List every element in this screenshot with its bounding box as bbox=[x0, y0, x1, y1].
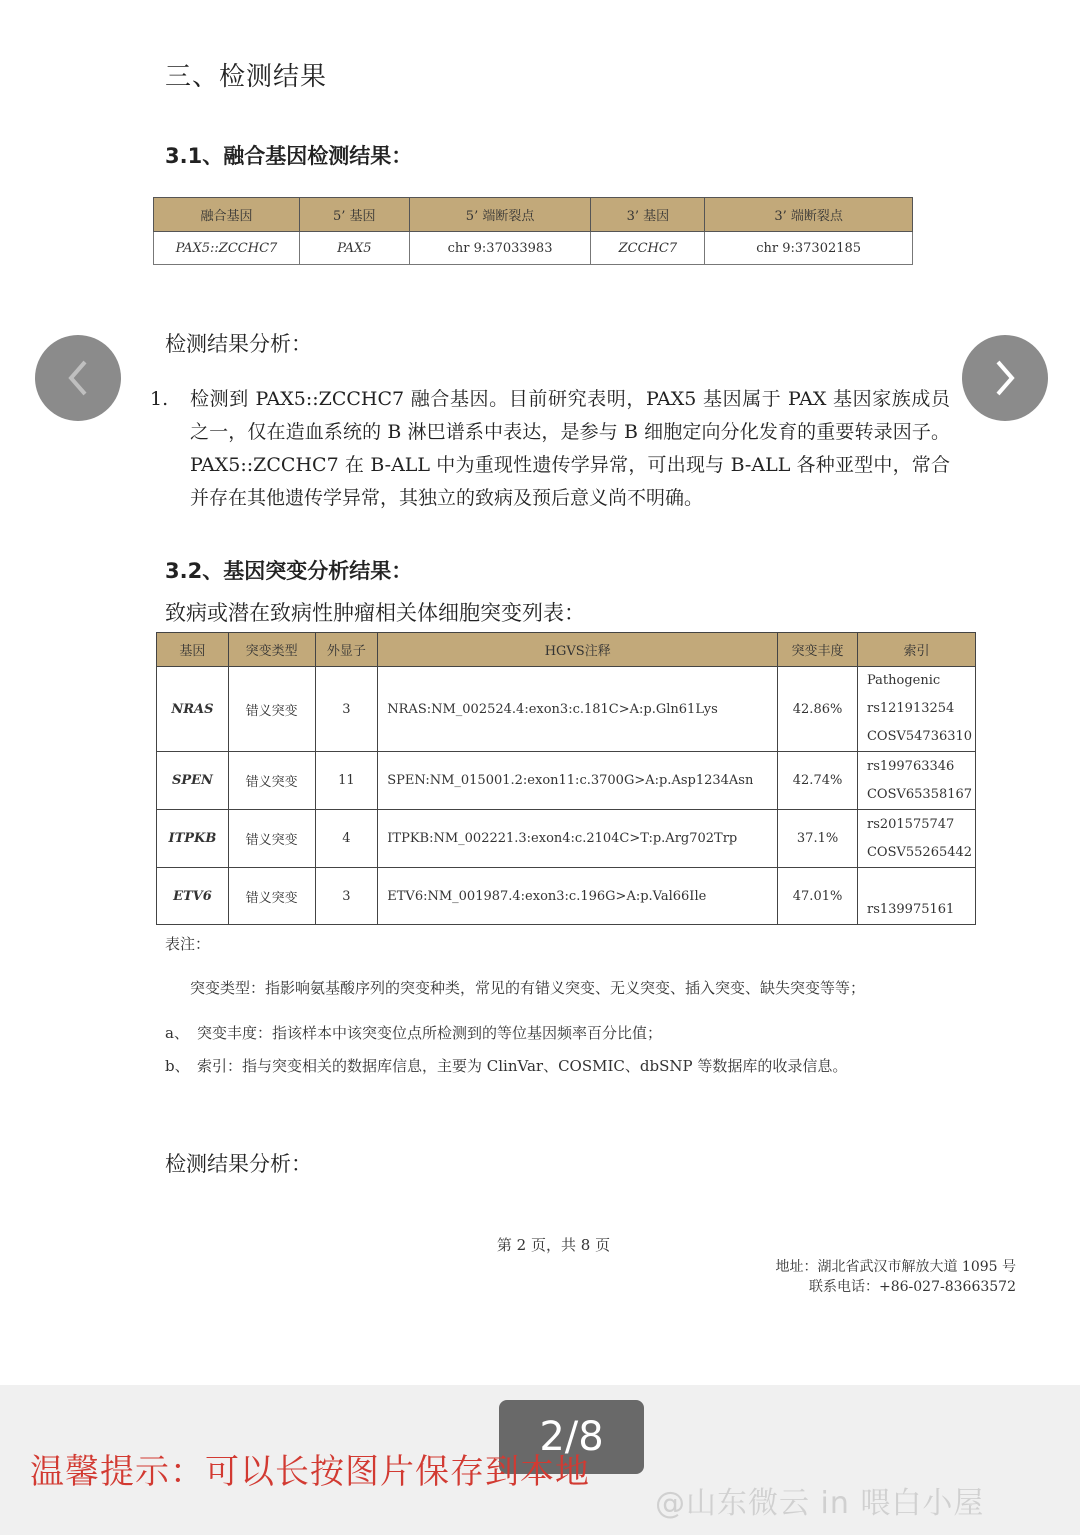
freq-cell: 37.1% bbox=[778, 810, 858, 868]
index-line: rs139975161 bbox=[866, 902, 955, 917]
type-cell: 错义突变 bbox=[228, 868, 315, 925]
hgvs-cell: ETV6:NM_001987.4:exon3:c.196G>A:p.Val66Ile bbox=[378, 868, 778, 925]
mutation-header-row bbox=[157, 633, 976, 667]
mutation-header: 突变丰度 bbox=[778, 633, 858, 667]
hgvs-cell: SPEN:NM_015001.2:exon11:c.3700G>A:p.Asp1234Asn bbox=[378, 752, 778, 810]
index-cell bbox=[857, 810, 975, 868]
analysis-heading: 检测结果分析： bbox=[165, 332, 312, 356]
table-row bbox=[157, 810, 976, 868]
fusion-header-row bbox=[154, 198, 913, 232]
type-cell: 错义突变 bbox=[228, 810, 315, 868]
mutation-header: 外显子 bbox=[315, 633, 378, 667]
index-line: COSV55265442 bbox=[866, 844, 973, 860]
exon-cell: 3 bbox=[315, 868, 378, 925]
hgvs-cell: NRAS:NM_002524.4:exon3:c.181C>A:p.Gln61Lys bbox=[378, 667, 778, 752]
fusion-header: 5’ 端断裂点 bbox=[409, 198, 591, 232]
five-prime-breakpoint-cell: chr 9:37033983 bbox=[409, 232, 591, 265]
fusion-table bbox=[153, 197, 913, 265]
five-prime-gene-cell: PAX5 bbox=[299, 232, 409, 265]
table-row bbox=[157, 752, 976, 810]
type-cell: 错义突变 bbox=[228, 667, 315, 752]
mutation-header: 突变类型 bbox=[228, 633, 315, 667]
exon-cell: 11 bbox=[315, 752, 378, 810]
gene-cell: ITPKB bbox=[157, 810, 229, 868]
note-marker: a、 bbox=[165, 1024, 189, 1042]
index-line: rs121913254 bbox=[866, 701, 955, 716]
exon-cell: 4 bbox=[315, 810, 378, 868]
table-row bbox=[157, 868, 976, 925]
mutation-heading: 3.2、基因突变分析结果： bbox=[165, 559, 413, 583]
fusion-header: 3’ 基因 bbox=[591, 198, 705, 232]
mutation-subheading: 致病或潜在致病性肿瘤相关体细胞突变列表： bbox=[165, 601, 585, 625]
freq-cell: 42.86% bbox=[778, 667, 858, 752]
previous-button[interactable] bbox=[35, 335, 121, 421]
note-line: 索引：指与突变相关的数据库信息，主要为 ClinVar、COSMIC、dbSNP 等数据库的收录信息。 bbox=[197, 1057, 848, 1075]
index-cell bbox=[857, 868, 975, 925]
page-counter: 2/8 bbox=[499, 1400, 644, 1474]
gene-cell: ETV6 bbox=[157, 868, 229, 925]
fusion-gene-cell: PAX5::ZCCHC7 bbox=[154, 232, 300, 265]
fusion-header: 融合基因 bbox=[154, 198, 300, 232]
next-button[interactable] bbox=[962, 335, 1048, 421]
gene-cell: NRAS bbox=[157, 667, 229, 752]
list-number: 1. bbox=[150, 388, 169, 410]
three-prime-gene-cell: ZCCHC7 bbox=[591, 232, 705, 265]
mutation-table bbox=[156, 632, 976, 925]
watermark: @山东微云 in 喂白小屋 bbox=[655, 1486, 985, 1521]
index-cell bbox=[857, 667, 975, 752]
section-title: 三、检测结果 bbox=[165, 62, 328, 92]
index-line: COSV54736310 bbox=[866, 729, 973, 744]
mutation-header: 索引 bbox=[857, 633, 975, 667]
index-line: COSV65358167 bbox=[866, 786, 973, 802]
notes-label: 表注： bbox=[165, 935, 211, 953]
address: 地址：湖北省武汉市解放大道 1095 号 bbox=[775, 1259, 1016, 1275]
table-row bbox=[154, 232, 913, 265]
chevron-left-icon bbox=[63, 358, 93, 398]
mutation-header: 基因 bbox=[157, 633, 229, 667]
save-tip: 温馨提示：可以长按图片保存到本地 bbox=[30, 1452, 590, 1492]
index-line: rs201575747 bbox=[866, 816, 955, 832]
chevron-right-icon bbox=[990, 358, 1020, 398]
note-marker: b、 bbox=[165, 1057, 190, 1075]
fusion-header: 3’ 端断裂点 bbox=[705, 198, 913, 232]
note-line: 突变丰度：指该样本中该突变位点所检测到的等位基因频率百分比值； bbox=[197, 1024, 663, 1042]
gene-cell: SPEN bbox=[157, 752, 229, 810]
phone: 联系电话：+86-027-83663572 bbox=[809, 1279, 1016, 1295]
page-number: 第 2 页，共 8 页 bbox=[496, 1236, 611, 1254]
note-line: 突变类型：指影响氨基酸序列的突变种类，常见的有错义突变、无义突变、插入突变、缺失突变等等； bbox=[190, 979, 866, 997]
fusion-heading: 3.1、融合基因检测结果： bbox=[165, 144, 413, 168]
analysis-text: 检测到 PAX5::ZCCHC7 融合基因。目前研究表明，PAX5 基因属于 PAX 基因家族成员之一，仅在造血系统的 B 淋巴谱系中表达，是参与 B 细胞定向分化发育的重要转录因子。PAX5::ZCCHC7 在 B-ALL 中为重现性遗传学异常，可出现与 B-ALL 各种亚型中，常合并存在其他遗传学异常，其独立的致病及预后意义尚不明确。 bbox=[190, 388, 950, 509]
freq-cell: 42.74% bbox=[778, 752, 858, 810]
three-prime-breakpoint-cell: chr 9:37302185 bbox=[705, 232, 913, 265]
index-cell bbox=[857, 752, 975, 810]
exon-cell: 3 bbox=[315, 667, 378, 752]
fusion-header: 5’ 基因 bbox=[299, 198, 409, 232]
analysis-heading-2: 检测结果分析： bbox=[165, 1152, 312, 1176]
hgvs-cell: ITPKB:NM_002221.3:exon4:c.2104C>T:p.Arg702Trp bbox=[378, 810, 778, 868]
analysis-paragraph bbox=[150, 383, 950, 515]
freq-cell: 47.01% bbox=[778, 868, 858, 925]
index-line: rs199763346 bbox=[866, 758, 955, 774]
index-line: Pathogenic bbox=[866, 673, 941, 688]
mutation-header: HGVS注释 bbox=[378, 633, 778, 667]
table-row bbox=[157, 667, 976, 752]
type-cell: 错义突变 bbox=[228, 752, 315, 810]
